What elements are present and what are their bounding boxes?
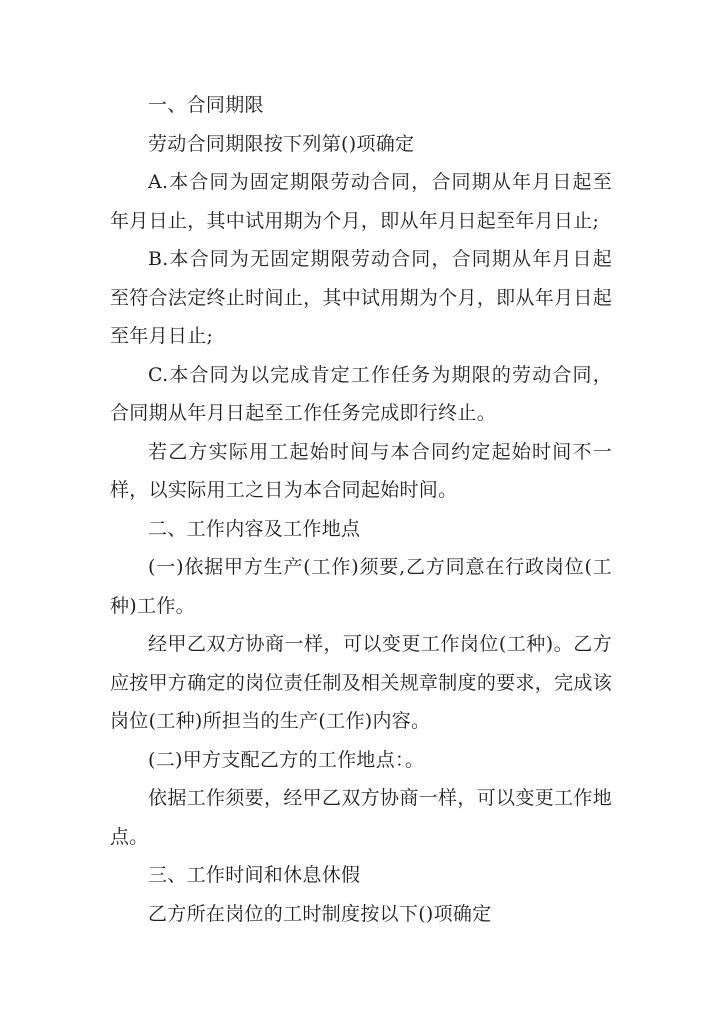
document-body — [110, 86, 612, 933]
section-heading-work-content: 二、工作内容及工作地点 — [148, 517, 361, 540]
section-heading-contract-term: 一、合同期限 — [148, 94, 264, 116]
paragraph: 劳动合同期限按下列第()项确定 — [148, 132, 415, 155]
paragraph-option-b: B.本合同为无固定期限劳动合同，合同期从年月日起至符合法定终止时间止，其中试用期为个月，即从年月日起至年月日止; — [110, 248, 612, 347]
paragraph: 依据工作须要，经甲乙双方协商一样，可以变更工作地点。 — [110, 787, 612, 848]
paragraph: 乙方所在岗位的工时制度按以下()项确定 — [148, 902, 492, 925]
paragraph-option-c: C.本合同为以完成肯定工作任务为期限的劳动合同，合同期从年月日起至工作任务完成即行终止。 — [110, 363, 612, 424]
paragraph: 若乙方实际用工起始时间与本合同约定起始时间不一样，以实际用工之日为本合同起始时间。 — [110, 440, 612, 501]
section-heading-work-hours: 三、工作时间和休息休假 — [148, 864, 361, 886]
paragraph: (二)甲方支配乙方的工作地点：。 — [148, 748, 425, 771]
paragraph: 经甲乙双方协商一样，可以变更工作岗位(工种)。乙方应按甲方确定的岗位责任制及相关规章制度的要求，完成该岗位(工种)所担当的生产(工作)内容。 — [110, 633, 612, 732]
paragraph-option-a: A.本合同为固定期限劳动合同，合同期从年月日起至年月日止，其中试用期为个月，即从年月日起至年月日止; — [110, 171, 612, 232]
paragraph: (一)依据甲方生产(工作)须要,乙方同意在行政岗位(工种)工作。 — [110, 556, 612, 617]
